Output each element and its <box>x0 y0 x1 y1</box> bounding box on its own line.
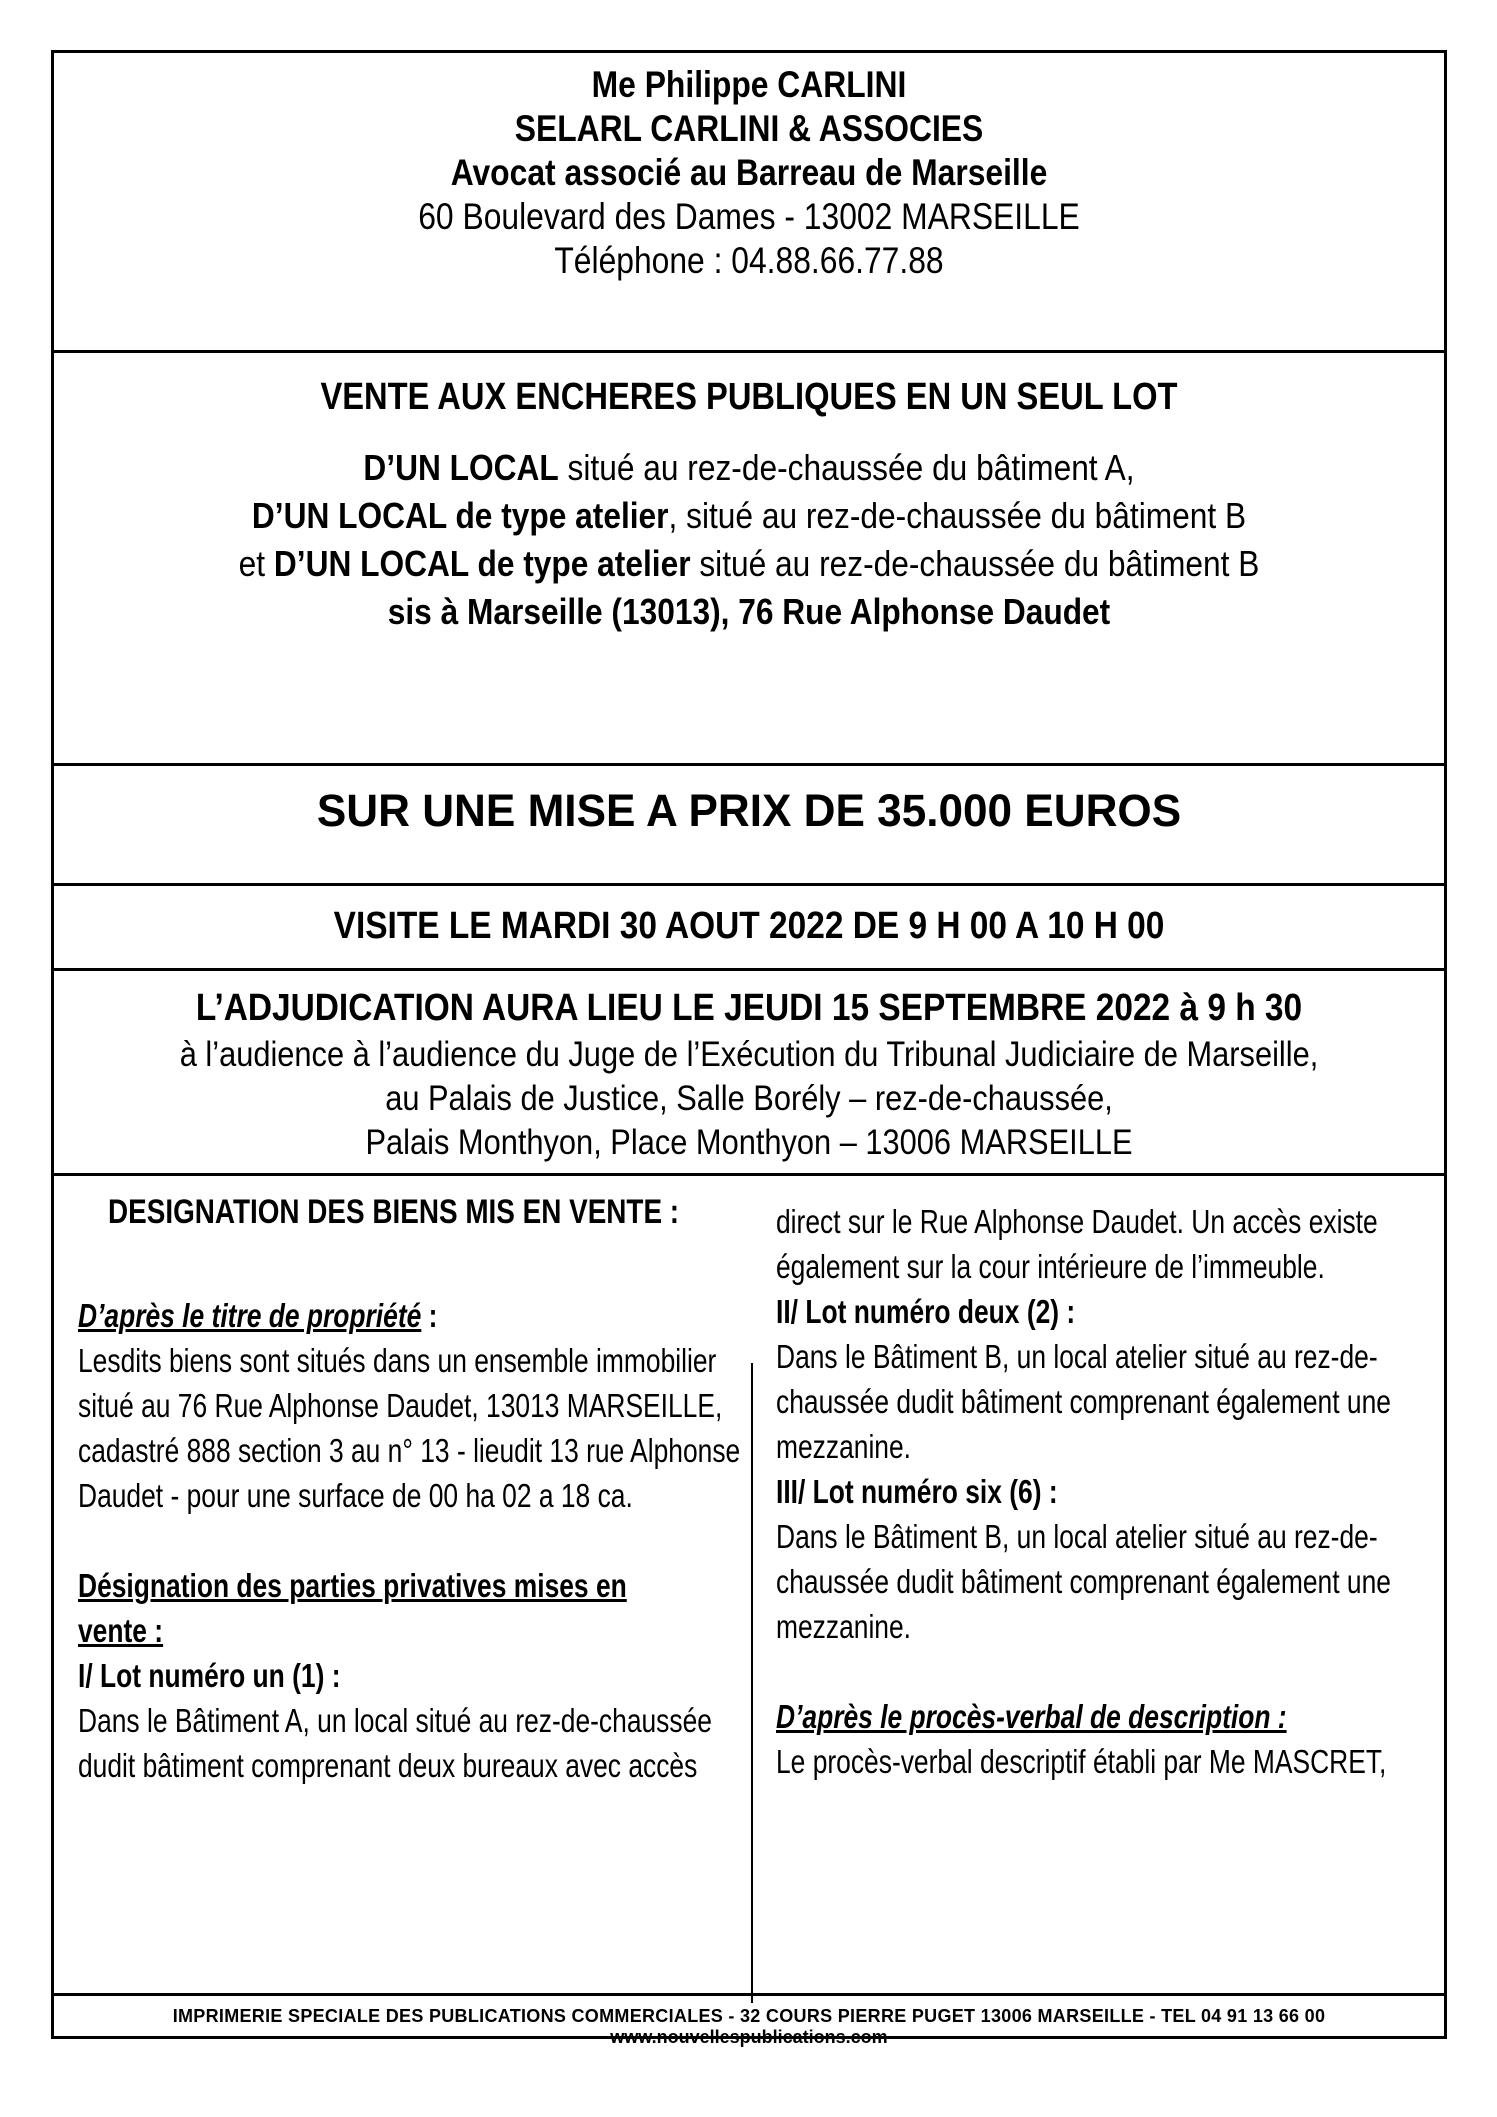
lot-1-title: I/ Lot numéro un (1) : <box>78 1657 341 1694</box>
notice-frame <box>51 50 1447 2047</box>
lot-2-line: Dans le Bâtiment B, un local atelier situé au rez-de- <box>776 1338 1378 1375</box>
printer-website: www.nouvellespublications.com <box>610 2027 888 2047</box>
left-column <box>78 1185 741 1788</box>
right-column <box>776 1199 1436 1784</box>
title-deed-line: situé au 76 Rue Alphonse Daudet, 13013 MARSEILLE, <box>78 1387 723 1424</box>
private-parts-heading-cont: vente : <box>78 1612 164 1649</box>
lawyer-role: Avocat associé au Barreau de Marseille <box>450 152 1048 193</box>
visit-info <box>54 901 1444 951</box>
firm-phone: Téléphone : 04.88.66.77.88 <box>554 240 944 281</box>
auction-line-1: à l’audience à l’audience du Juge de l’Exécution du Tribunal Judiciaire de Marseille, <box>179 1035 1319 1074</box>
pv-line: Le procès-verbal descriptif établi par Me MASCRET, <box>776 1743 1387 1780</box>
lot-2-line: mezzanine. <box>776 1428 912 1465</box>
sale-title: VENTE AUX ENCHERES PUBLIQUES EN UN SEUL LOT <box>320 376 1178 418</box>
printer-footer <box>54 2005 1444 2047</box>
firm-address: 60 Boulevard des Dames - 13002 MARSEILLE <box>418 196 1080 237</box>
starting-price <box>54 783 1444 839</box>
divider <box>54 883 1444 886</box>
divider <box>54 968 1444 971</box>
designation-heading: DESIGNATION DES BIENS MIS EN VENTE : <box>108 1193 680 1231</box>
visit-text: VISITE LE MARDI 30 AOUT 2022 DE 9 H 00 A 10 H 00 <box>333 905 1165 947</box>
sale-line-1: D’UN LOCAL situé au rez-de-chaussée du bâtiment A, <box>363 447 1135 488</box>
divider <box>54 763 1444 766</box>
auction-line-3: Palais Monthyon, Place Monthyon – 13006 MARSEILLE <box>365 1123 1133 1162</box>
divider <box>54 1993 1444 1996</box>
lot-1-continued: direct sur le Rue Alphonse Daudet. Un accès existe <box>776 1203 1378 1240</box>
title-deed-line: Daudet - pour une surface de 00 ha 02 a 18 ca. <box>78 1477 633 1514</box>
printer-info: IMPRIMERIE SPECIALE DES PUBLICATIONS COMMERCIALES - 32 COURS PIERRE PUGET 13006 MARSEILLE - TEL 04 91 13 66 00 <box>172 2006 1326 2026</box>
auction-title: L’ADJUDICATION AURA LIEU LE JEUDI 15 SEPTEMBRE 2022 à 9 h 30 <box>195 987 1303 1029</box>
lot-1-line: dudit bâtiment comprenant deux bureaux avec accès <box>78 1747 698 1784</box>
sale-address: sis à Marseille (13013), 76 Rue Alphonse Daudet <box>387 591 1111 632</box>
lot-6-line: mezzanine. <box>776 1608 912 1645</box>
firm-name: SELARL CARLINI & ASSOCIES <box>514 108 984 149</box>
sale-description <box>54 375 1444 636</box>
pv-label: D’après le procès-verbal de description : <box>776 1698 1287 1735</box>
divider <box>54 350 1444 353</box>
divider <box>54 1173 1444 1176</box>
auction-info <box>54 983 1444 1165</box>
sale-line-3: et D’UN LOCAL de type atelier situé au rez-de-chaussée du bâtiment B <box>238 543 1260 584</box>
title-deed-label: D’après le titre de propriété : <box>78 1297 438 1334</box>
lot-1-continued: également sur la cour intérieure de l’immeuble. <box>776 1248 1325 1285</box>
lot-6-line: Dans le Bâtiment B, un local atelier situé au rez-de- <box>776 1518 1378 1555</box>
lot-6-title: III/ Lot numéro six (6) : <box>776 1473 1058 1510</box>
private-parts-heading: Désignation des parties privatives mises en <box>78 1567 627 1604</box>
title-deed-line: Lesdits biens sont situés dans un ensemble immobilier <box>78 1342 717 1379</box>
starting-price-text: SUR UNE MISE A PRIX DE 35.000 EUROS <box>316 785 1182 836</box>
title-deed-line: cadastré 888 section 3 au n° 13 - lieudit 13 rue Alphonse <box>78 1432 741 1469</box>
column-separator <box>751 1363 753 2003</box>
lot-1-line: Dans le Bâtiment A, un local situé au rez-de-chaussée <box>78 1702 712 1739</box>
lot-6-line: chaussée dudit bâtiment comprenant également une <box>776 1563 1391 1600</box>
lot-2-title: II/ Lot numéro deux (2) : <box>776 1293 1076 1330</box>
auction-line-2: au Palais de Justice, Salle Borély – rez-de-chaussée, <box>385 1079 1113 1118</box>
lawyer-header <box>54 63 1444 283</box>
sale-line-2: D’UN LOCAL de type atelier, situé au rez-de-chaussée du bâtiment B <box>251 495 1247 536</box>
lawyer-name: Me Philippe CARLINI <box>591 64 907 105</box>
lot-2-line: chaussée dudit bâtiment comprenant également une <box>776 1383 1391 1420</box>
